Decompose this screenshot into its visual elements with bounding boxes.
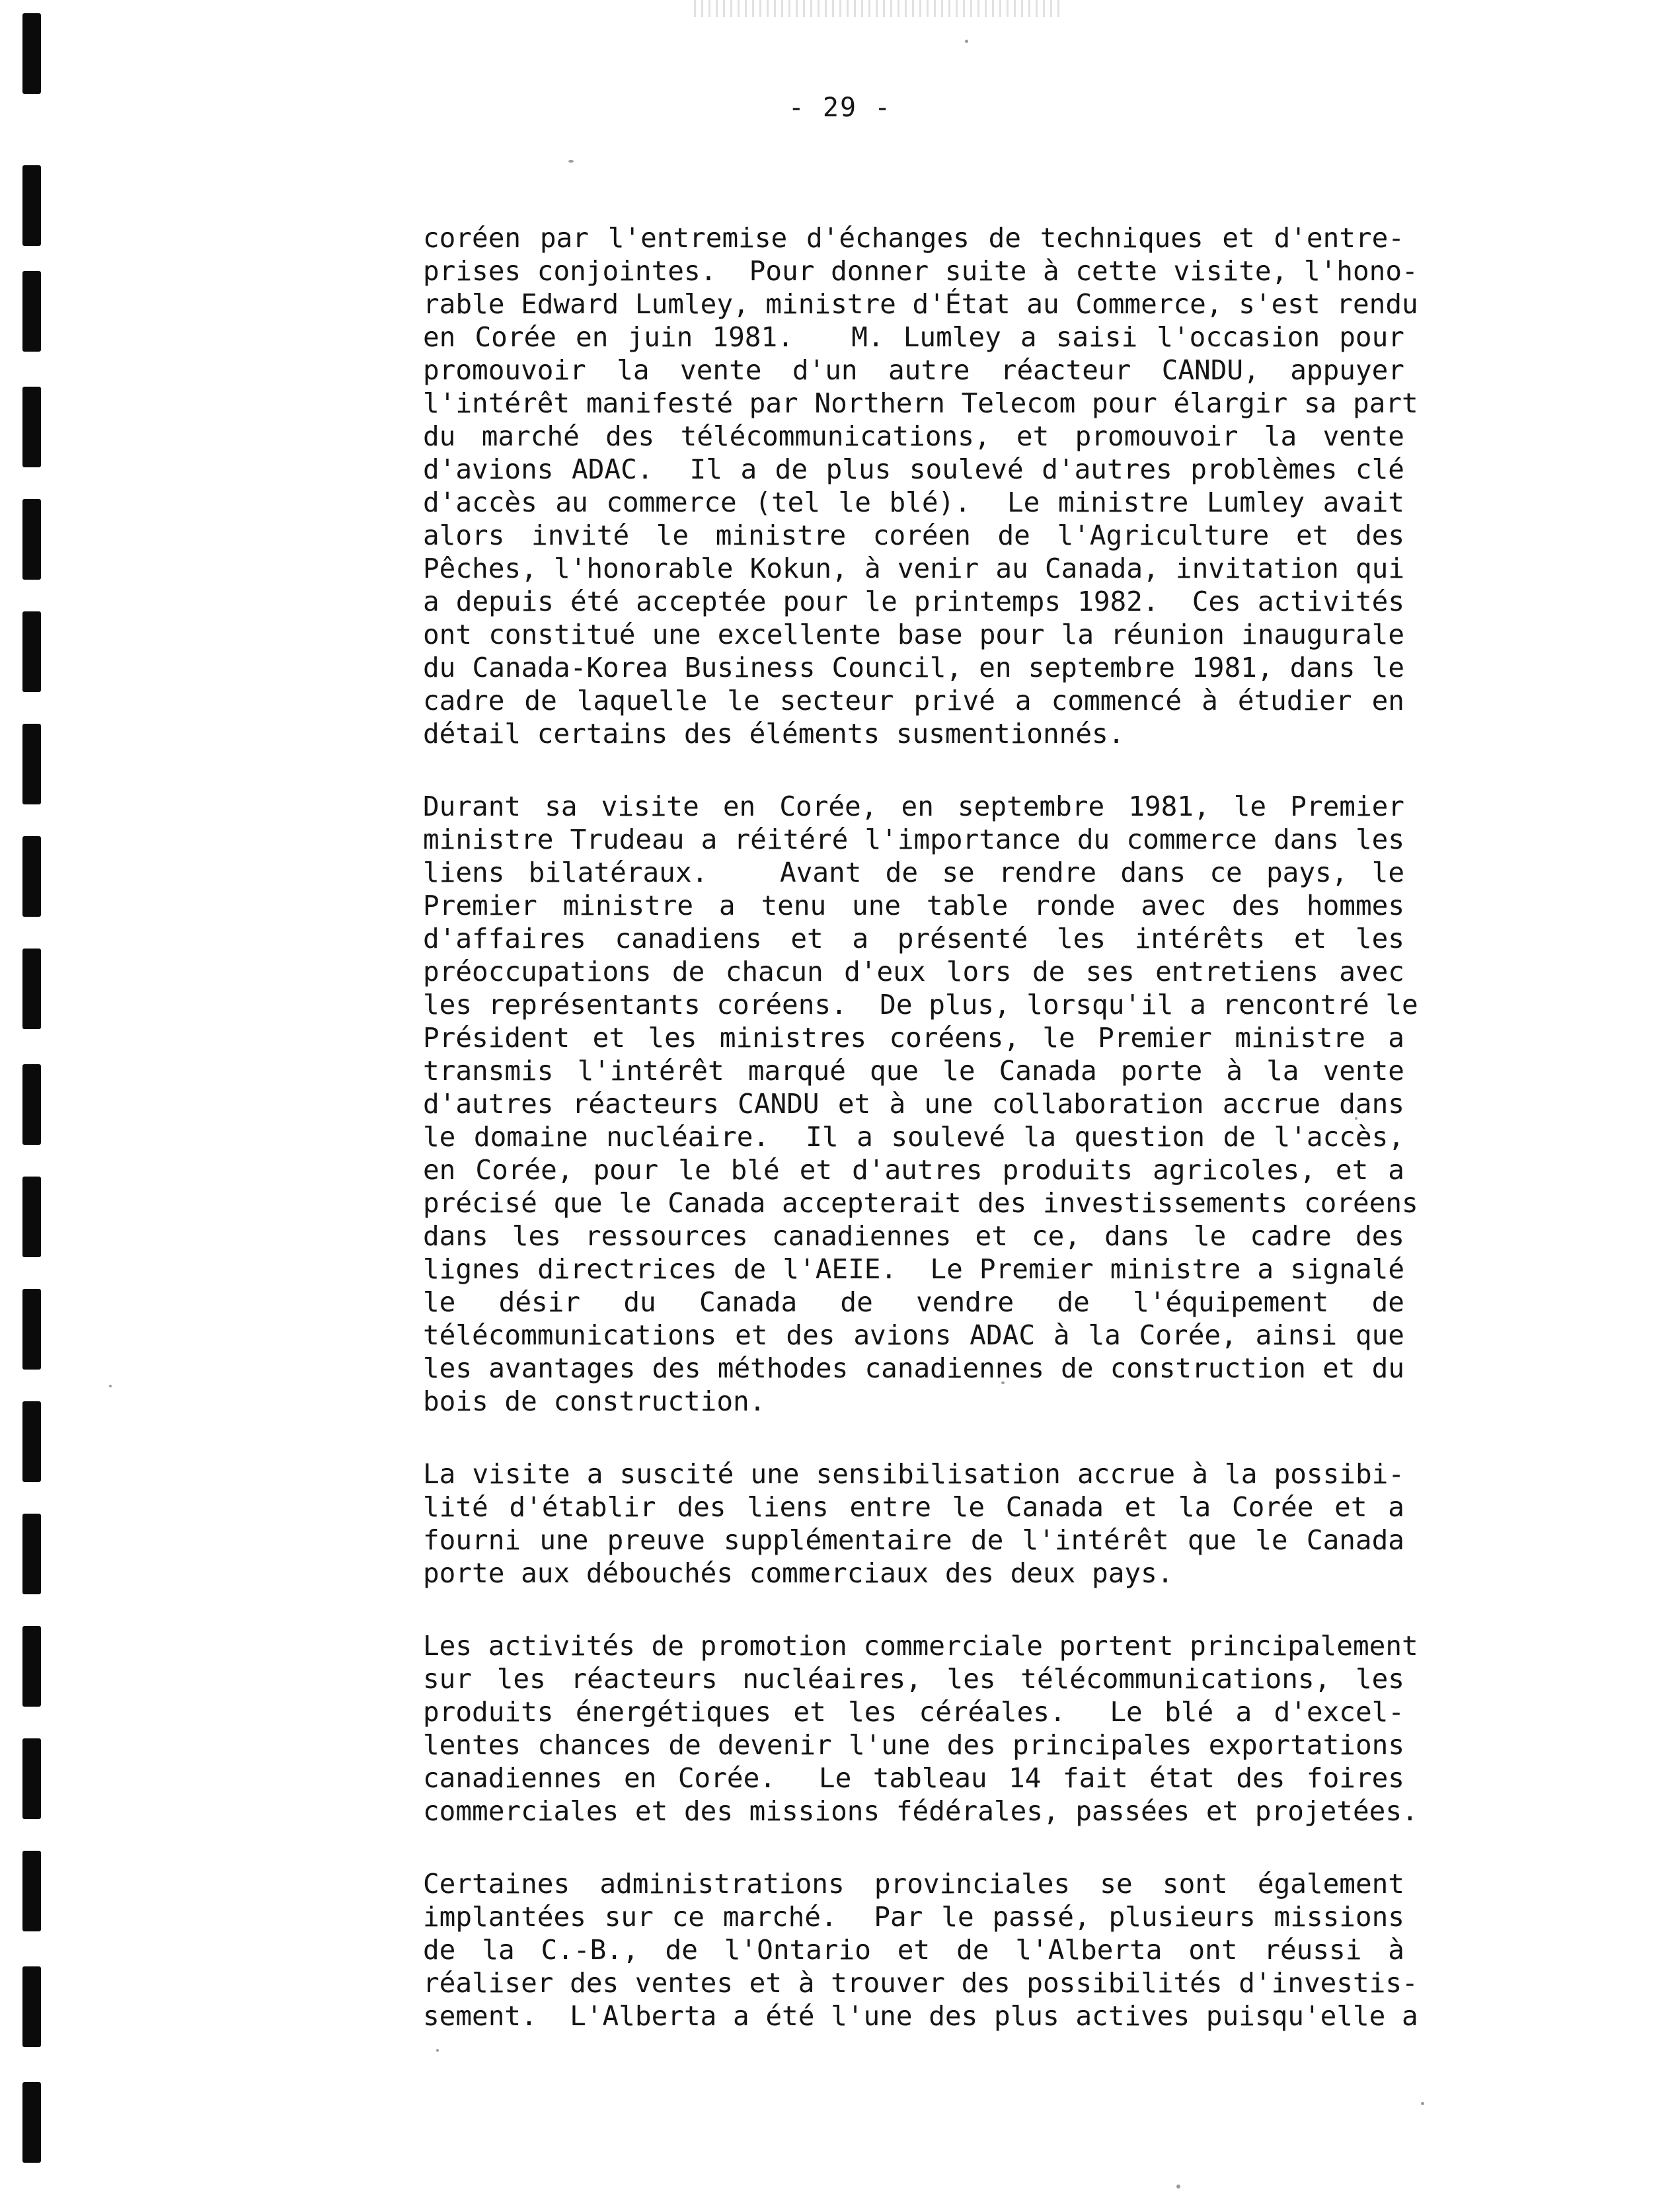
text-line: transmis l'intérêt marqué que le Canada porte à la vente [423,1055,1404,1087]
text-line: a depuis été acceptée pour le printemps 1982. Ces activités [423,586,1404,617]
text-line: implantées sur ce marché. Par le passé, plusieurs missions [423,1901,1404,1933]
text-line: dans les ressources canadiennes et ce, dans le cadre des [423,1220,1404,1252]
text-line: lentes chances de devenir l'une des principales exportations [423,1729,1404,1761]
paragraph [423,221,1418,750]
text-line: La visite a suscité une sensibilisation accrue à la possibi- [423,1458,1404,1490]
text-line: canadiennes en Corée. Le tableau 14 fait état des foires [423,1762,1404,1794]
page-number: - 29 - [788,93,892,123]
binder-mark [22,1289,41,1370]
scan-speck [109,1385,112,1387]
text-line: Durant sa visite en Corée, en septembre 1981, le Premier [423,791,1404,822]
text-line: d'accès au commerce (tel le blé). Le ministre Lumley avait [423,486,1404,518]
text-line: alors invité le ministre coréen de l'Agriculture et des [423,520,1404,551]
binder-mark [22,387,41,467]
scan-speck [1176,2185,1180,2189]
text-line: commerciales et des missions fédérales, passées et projetées. [423,1795,1418,1827]
text-line: du marché des télécommunications, et promouvoir la vente [423,420,1404,452]
text-line: ministre Trudeau a réitéré l'importance du commerce dans les [423,824,1404,855]
binder-mark [22,1738,41,1819]
text-line: promouvoir la vente d'un autre réacteur CANDU, appuyer [423,354,1404,386]
paragraph [423,1629,1418,1828]
text-line: du Canada-Korea Business Council, en septembre 1981, dans le [423,652,1404,683]
text-line: rable Edward Lumley, ministre d'État au Commerce, s'est rendu [423,288,1418,320]
binder-mark [22,836,41,917]
paragraph [423,1867,1418,2033]
text-line: d'affaires canadiens et a présenté les intérêts et les [423,923,1404,954]
text-line: en Corée en juin 1981. M. Lumley a saisi l'occasion pour [423,321,1404,353]
text-line: les représentants coréens. De plus, lorsqu'il a rencontré le [423,989,1418,1021]
text-line: Les activités de promotion commerciale portent principalement [423,1630,1418,1662]
text-line: lité d'établir des liens entre le Canada et la Corée et a [423,1491,1404,1523]
binder-mark [22,271,41,352]
binder-mark [22,611,41,692]
text-line: les avantages des méthodes canadiennes de construction et du [423,1352,1404,1384]
text-line: Certaines administrations provinciales se sont également [423,1868,1404,1900]
binder-hole-marks [22,0,42,2209]
scan-speck [1421,2102,1424,2105]
text-line: en Corée, pour le blé et d'autres produits agricoles, et a [423,1154,1404,1186]
text-line: produits énergétiques et les céréales. Le blé a d'excel- [423,1696,1404,1728]
text-line: d'avions ADAC. Il a de plus soulevé d'autres problèmes clé [423,453,1404,485]
binder-mark [22,1851,41,1931]
text-line: Président et les ministres coréens, le Premier ministre a [423,1022,1404,1054]
text-line: Pêches, l'honorable Kokun, à venir au Canada, invitation qui [423,553,1404,584]
text-line: le désir du Canada de vendre de l'équipement de [423,1286,1404,1318]
text-line: coréen par l'entremise d'échanges de techniques et d'entre- [423,222,1404,254]
binder-mark [22,1064,41,1145]
text-line: porte aux débouchés commerciaux des deux pays. [423,1557,1174,1589]
text-line: prises conjointes. Pour donner suite à cette visite, l'hono- [423,255,1418,287]
binder-mark [22,1177,41,1257]
scan-speck [965,40,968,43]
text-line: liens bilatéraux. Avant de se rendre dans ce pays, le [423,857,1404,888]
binder-mark [22,1626,41,1707]
text-line: bois de construction. [423,1385,766,1417]
binder-mark [22,2082,41,2163]
binder-mark [22,1514,41,1594]
text-line: sement. L'Alberta a été l'une des plus actives puisqu'elle a [423,2000,1418,2032]
text-line: le domaine nucléaire. Il a soulevé la question de l'accès, [423,1121,1404,1153]
binder-mark [22,1401,41,1482]
scan-artifact [694,0,1064,17]
binder-mark [22,165,41,246]
text-line: l'intérêt manifesté par Northern Telecom pour élargir sa part [423,387,1418,419]
text-line: cadre de laquelle le secteur privé a commencé à étudier en [423,685,1404,717]
text-line: détail certains des éléments susmentionnés. [423,718,1125,750]
text-line: réaliser des ventes et à trouver des possibilités d'investis- [423,1967,1418,1999]
text-line: de la C.-B., de l'Ontario et de l'Alberta ont réussi à [423,1934,1404,1966]
text-line: télécommunications et des avions ADAC à la Corée, ainsi que [423,1319,1404,1351]
text-line: sur les réacteurs nucléaires, les télécommunications, les [423,1663,1404,1695]
text-line: lignes directrices de l'AEIE. Le Premier ministre a signalé [423,1253,1404,1285]
text-line: préoccupations de chacun d'eux lors de ses entretiens avec [423,956,1404,988]
text-line: d'autres réacteurs CANDU et à une collaboration accrue dans [423,1088,1404,1120]
text-line: ont constitué une excellente base pour la réunion inaugurale [423,619,1404,650]
binder-mark [22,1966,41,2047]
text-line: précisé que le Canada accepterait des investissements coréens [423,1187,1418,1219]
text-line: fourni une preuve supplémentaire de l'intérêt que le Canada [423,1524,1404,1556]
paragraph [423,1457,1404,1590]
text-line: Premier ministre a tenu une table ronde avec des hommes [423,890,1404,921]
binder-mark [22,949,41,1029]
document-body [423,221,1418,2072]
scan-speck [568,160,574,163]
binder-mark [22,724,41,804]
binder-mark [22,13,41,94]
binder-mark [22,499,41,580]
paragraph [423,790,1418,1418]
